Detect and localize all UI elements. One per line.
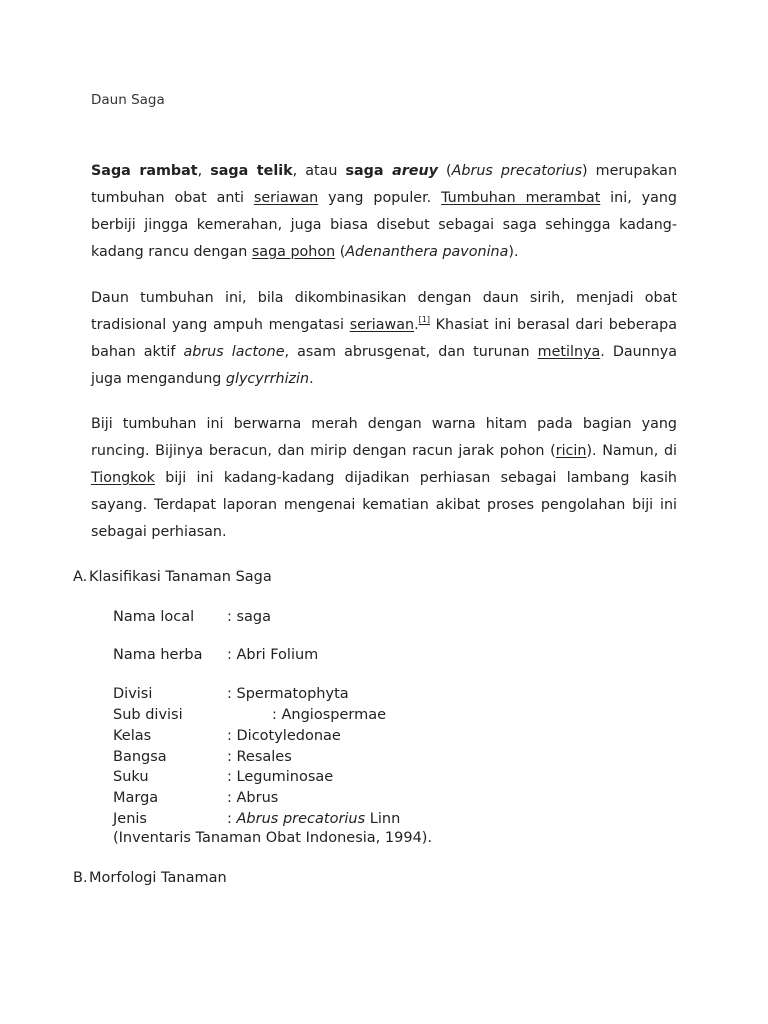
classification-row (113, 767, 333, 788)
text: Khasiat ini berasal dari beberapa bahan aktif (91, 317, 677, 360)
text: ( (335, 244, 346, 260)
section-title: Morfologi Tanaman (89, 870, 227, 886)
text: ) merupakan tumbuhan obat anti (91, 163, 678, 206)
scientific-name: Abrus precatorius (451, 163, 583, 179)
classification-row (113, 705, 386, 726)
link-saga-pohon[interactable]: saga pohon (251, 244, 336, 260)
footnote-ref[interactable]: [1] (418, 315, 430, 324)
text: Biji tumbuhan ini berwarna merah dengan warna hitam pada bagian yang runcing. Bijinya beracun, dan mirip dengan racun jarak pohon ( (91, 416, 677, 459)
section-title: Klasifikasi Tanaman Saga (89, 569, 272, 585)
section-a-heading (73, 569, 272, 585)
text: biji ini kadang-kadang dijadikan perhiasan sebagai lambang kasih sayang. Terdapat laporan mengenai kematian akibat proses pengolahan biji ini sebagai perhiasan. (91, 470, 677, 540)
link-metilnya[interactable]: metilnya (537, 344, 601, 360)
row-label: Suku (113, 769, 149, 785)
classification-row (113, 809, 400, 830)
text: . (414, 317, 419, 333)
row-label: Jenis (113, 811, 147, 827)
scientific-name: Adenanthera pavonina (345, 244, 509, 260)
link-tiongkok[interactable]: Tiongkok (91, 470, 155, 486)
classification-row (113, 645, 318, 666)
row-value-suffix: Linn (365, 811, 401, 827)
text: . (309, 371, 314, 387)
row-label: Nama local (113, 609, 195, 625)
classification-row (113, 726, 341, 747)
term-areuy: areuy (392, 163, 438, 179)
classification-row (113, 684, 349, 705)
link-seriawan[interactable]: seriawan (349, 317, 415, 333)
document-title: Daun Saga (91, 92, 165, 108)
term-saga-telik: saga telik (210, 163, 293, 179)
paragraph-intro (91, 158, 677, 266)
term-saga: saga (345, 163, 393, 179)
text: Daun tumbuhan ini, bila dikombinasikan dengan daun sirih, menjadi obat tradisional yang ampuh mengatasi (91, 290, 677, 333)
term-glycyrrhizin: glycyrrhizin (225, 371, 310, 387)
text: ). (508, 244, 519, 260)
section-number: A. (73, 569, 88, 585)
row-label: Marga (113, 790, 159, 806)
text: . Daunnya juga mengandung (91, 344, 677, 387)
text: ( (437, 163, 452, 179)
row-value: : Leguminosae (227, 769, 334, 785)
row-value: : Abrus (227, 790, 279, 806)
row-value-italic: Abrus precatorius (236, 811, 366, 827)
link-tumbuhan-merambat[interactable]: Tumbuhan merambat (441, 190, 601, 206)
row-label: Bangsa (113, 749, 167, 765)
row-label: Kelas (113, 728, 152, 744)
row-value: : Dicotyledonae (227, 728, 341, 744)
text: ). Namun, di (586, 443, 677, 459)
term-abrus-lactone: abrus lactone (183, 344, 285, 360)
text: , atau (292, 163, 346, 179)
text: , (197, 163, 211, 179)
row-label: Sub divisi (113, 707, 183, 723)
link-ricin[interactable]: ricin (555, 443, 587, 459)
section-number: B. (73, 870, 88, 886)
term-saga-rambat: Saga rambat (91, 163, 198, 179)
classification-row (113, 747, 292, 768)
row-value: : Abri Folium (227, 647, 319, 663)
classification-row (113, 788, 278, 809)
text: yang populer. (318, 190, 442, 206)
row-value: : Resales (227, 749, 292, 765)
row-label: Nama herba (113, 647, 203, 663)
text: , asam abrusgenat, dan turunan (284, 344, 538, 360)
classification-row (113, 607, 271, 628)
row-value: : saga (227, 609, 272, 625)
row-value: : Spermatophyta (227, 686, 349, 702)
paragraph-leaf (91, 285, 677, 393)
row-value-prefix: : (227, 811, 237, 827)
link-seriawan[interactable]: seriawan (253, 190, 319, 206)
row-value: : Angiospermae (272, 707, 387, 723)
citation: (Inventaris Tanaman Obat Indonesia, 1994). (113, 830, 433, 846)
section-b-heading (73, 870, 227, 886)
paragraph-seed (91, 411, 677, 546)
row-label: Divisi (113, 686, 153, 702)
text: ini, yang berbiji jingga kemerahan, juga biasa disebut sebagai saga sehingga kadang-kadang rancu dengan (91, 190, 677, 260)
